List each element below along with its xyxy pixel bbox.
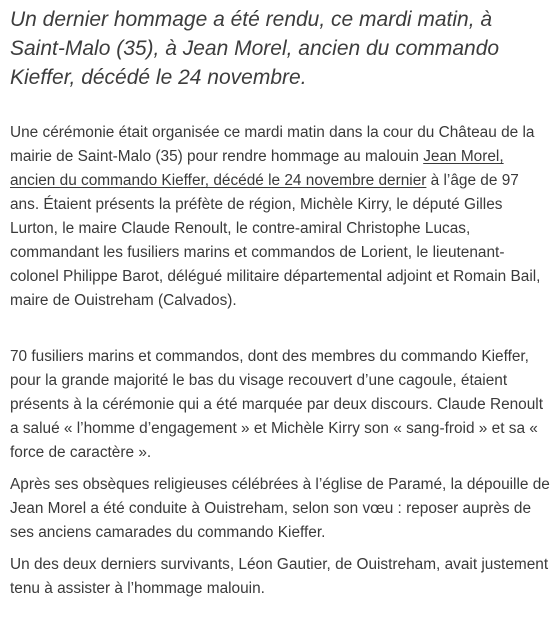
paragraph-burial: Après ses obsèques religieuses célébrées à l’église de Paramé, la dépouille de Jean Morel a été conduite à Ouistreham, selon son vœu : reposer auprès de ses anciens camarades du commando Kieffer. bbox=[10, 476, 550, 541]
paragraph-ceremony-rest: à l’âge de 97 ans. Étaient présents la préfète de région, Michèle Kirry, le député Gilles Lurton, le maire Claude Renoult, le contre-amiral Christophe Lucas, commandant les fusiliers marins et commandos de Lorient, le lieutenant-colonel Philippe Barot, délégué militaire départemental adjoint et Romain Bail, maire de Ouistreham (Calvados). bbox=[10, 172, 541, 309]
paragraph-ceremony-intro: Une cérémonie était organisée ce mardi matin dans la cour du Château de la mairie de Saint-Malo (35) pour rendre hommage au malouin bbox=[10, 124, 535, 165]
paragraph-survivor: Un des deux derniers survivants, Léon Gautier, de Ouistreham, avait justement tenu à assister à l’hommage malouin. bbox=[10, 556, 549, 597]
article-lead: Un dernier hommage a été rendu, ce mardi matin, à Saint-Malo (35), à Jean Morel, ancien du commando Kieffer, décédé le 24 novembre. bbox=[10, 8, 500, 89]
paragraph-speeches: 70 fusiliers marins et commandos, dont des membres du commando Kieffer, pour la grande majorité le bas du visage recouvert d’une cagoule, étaient présents à la cérémonie qui a été marquée par deux discours. Claude Renoult a salué « l’homme d’engagement » et Michèle Kirry son « sang-froid » et sa « force de caractère ». bbox=[10, 348, 543, 461]
jean-morel-link[interactable]: Jean Morel, ancien du commando Kieffer, décédé le 24 novembre dernier bbox=[10, 148, 504, 189]
paragraph-ceremony bbox=[10, 121, 552, 313]
